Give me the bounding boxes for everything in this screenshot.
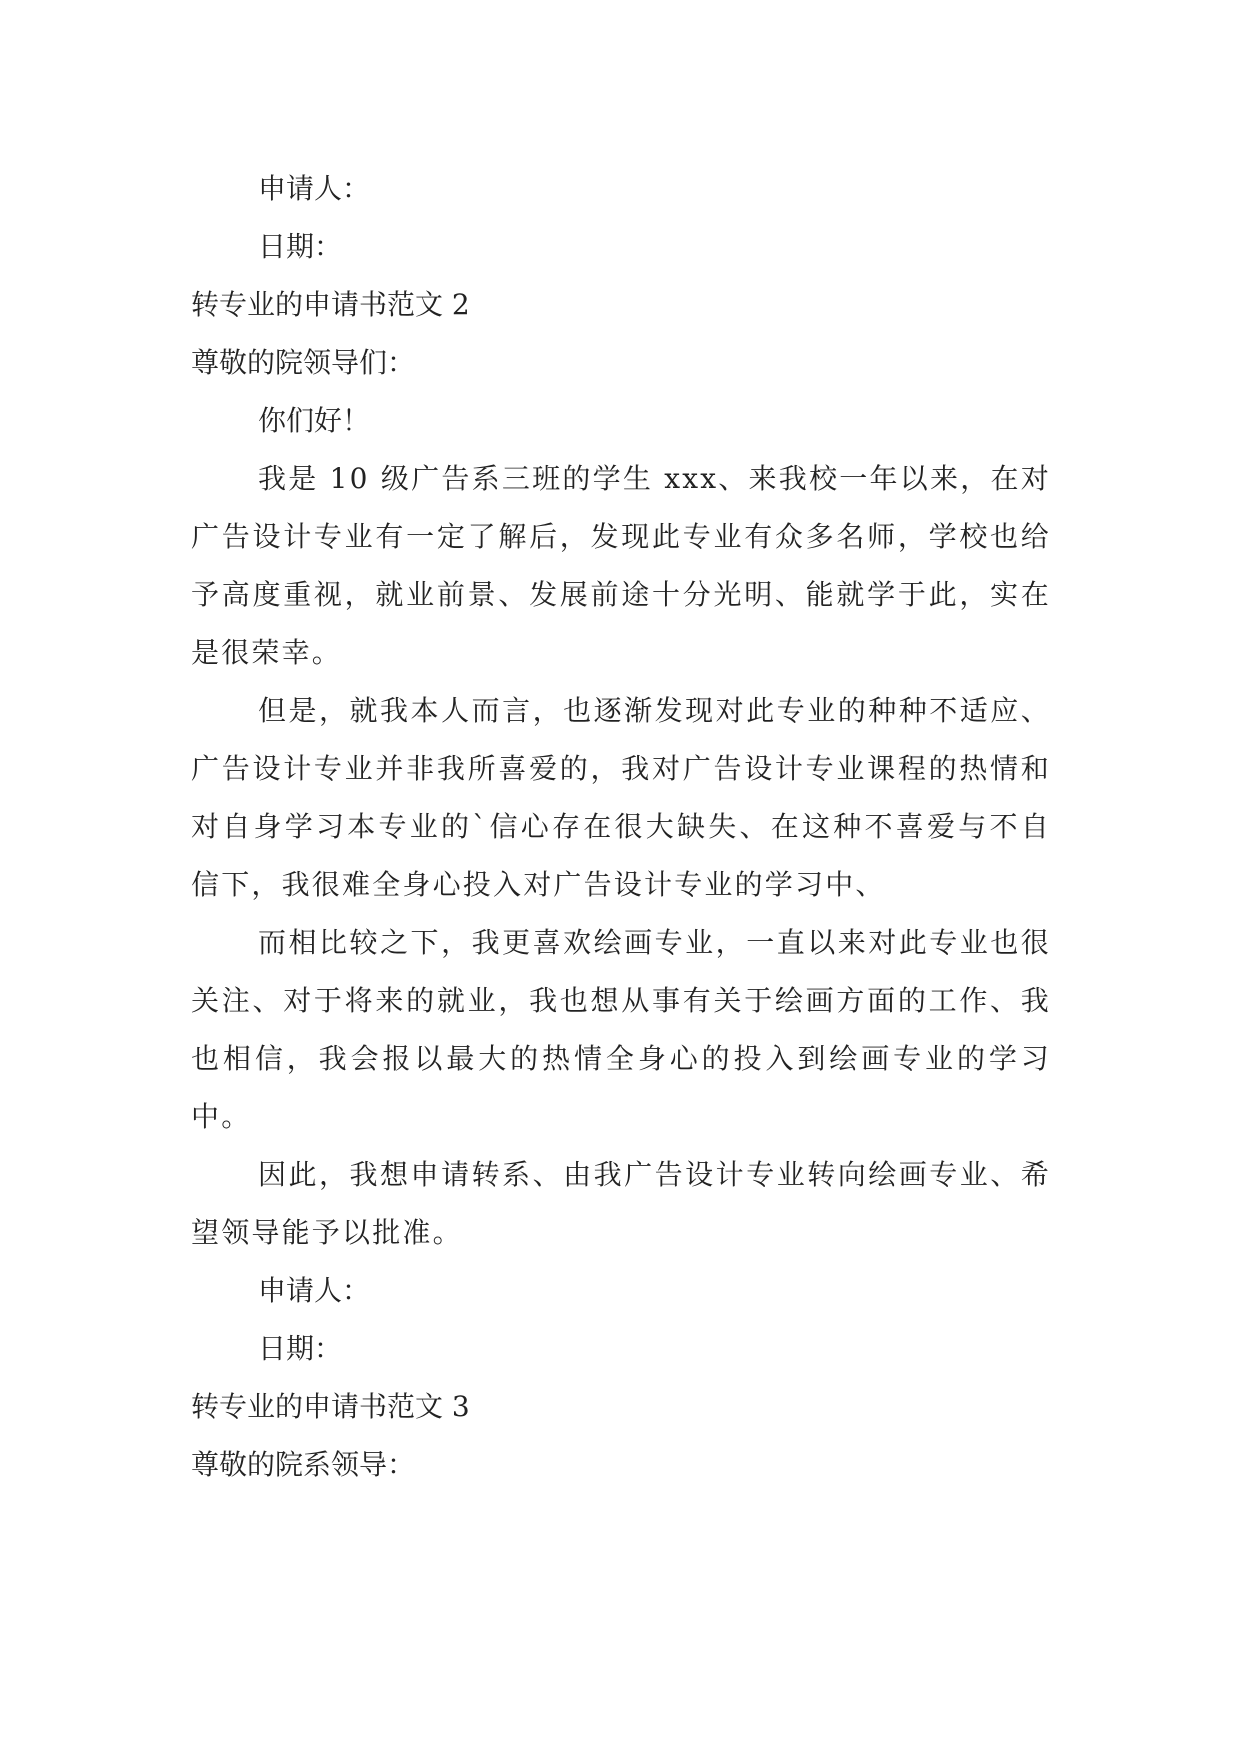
date-label: 日期：: [258, 1332, 343, 1365]
body-paragraph: 我是 10 级广告系三班的学生 xxx、来我校一年以来，在对广告设计专业有一定了解后，发现此专业有众多名师，学校也给予高度重视，就业前景、发展前途十分光明、能就学于此，实在是很荣幸。: [191, 462, 1051, 669]
greeting: 你们好！: [258, 404, 371, 437]
salutation: 尊敬的院系领导：: [191, 1448, 416, 1481]
applicant-label: 申请人：: [258, 172, 371, 205]
section-heading: 转专业的申请书范文 2: [191, 288, 470, 321]
applicant-label: 申请人：: [258, 1274, 371, 1307]
document-body: [191, 160, 1051, 1494]
section-heading: 转专业的申请书范文 3: [191, 1390, 470, 1423]
date-label: 日期：: [258, 230, 343, 263]
body-paragraph: 但是，就我本人而言，也逐渐发现对此专业的种种不适应、广告设计专业并非我所喜爱的，我对广告设计专业课程的热情和对自身学习本专业的`信心存在很大缺失、在这种不喜爱与不自信下，我很难全身心投入对广告设计专业的学习中、: [191, 694, 1051, 901]
salutation: 尊敬的院领导们：: [191, 346, 416, 379]
body-paragraph: 因此，我想申请转系、由我广告设计专业转向绘画专业、希望领导能予以批准。: [191, 1158, 1051, 1249]
body-paragraph: 而相比较之下，我更喜欢绘画专业，一直以来对此专业也很关注、对于将来的就业，我也想从事有关于绘画方面的工作、我也相信，我会报以最大的热情全身心的投入到绘画专业的学习中。: [191, 926, 1051, 1133]
